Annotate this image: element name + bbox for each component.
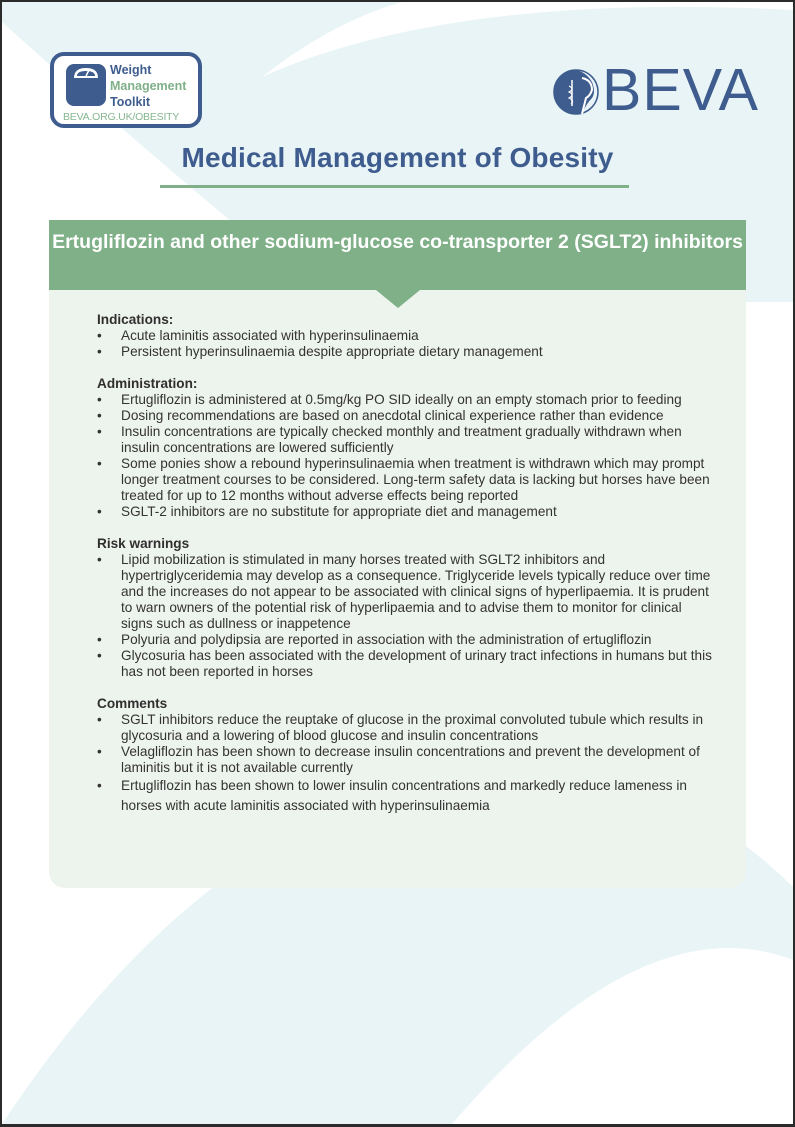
- bullet-list: [97, 392, 717, 520]
- list-item: • Velagliflozin has been shown to decrease insulin concentrations and prevent the development of laminitis but it is not available currently: [97, 744, 717, 776]
- toolkit-title-line2: Management: [110, 79, 187, 93]
- toolkit-url: BEVA.ORG.UK/OBESITY: [63, 111, 180, 123]
- section-risk-warnings: [97, 536, 717, 680]
- list-item: • Lipid mobilization is stimulated in many horses treated with SGLT2 inhibitors and hypertriglyceridemia may develop as a consequence. Triglyceride levels typically reduce over time and the increases do not appear to be associated with clinical signs of hyperlipaemia. It is prudent to warn owners of the potential risk of hyperlipaemia and to advise them to monitor for clinical signs such as dullness or inappetence: [97, 552, 717, 632]
- title-underline: [160, 185, 629, 188]
- list-item: • Dosing recommendations are based on anecdotal clinical experience rather than evidence: [97, 408, 717, 424]
- section-heading: Administration:: [97, 376, 198, 391]
- section-heading: Indications:: [97, 312, 174, 327]
- toolkit-title-line1: Weight: [110, 63, 152, 77]
- bullet-list: [97, 552, 717, 680]
- list-item: • Ertugliflozin is administered at 0.5mg/kg PO SID ideally on an empty stomach prior to feeding: [97, 392, 717, 408]
- toolkit-title-line3: Toolkit: [110, 95, 151, 109]
- document-page: [2, 2, 793, 1124]
- card-title: Ertugliflozin and other sodium-glucose co-transporter 2 (SGLT2) inhibitors: [49, 220, 746, 290]
- drug-info-card: [49, 220, 746, 888]
- beva-wordmark: BEVA: [602, 57, 760, 123]
- list-item: • Ertugliflozin has been shown to lower insulin concentrations and markedly reduce lameness in horses with acute laminitis associated with hyperinsulinaemia: [97, 776, 717, 816]
- bullet-list: [97, 712, 717, 816]
- list-item: • SGLT-2 inhibitors are no substitute for appropriate diet and management: [97, 504, 717, 520]
- list-item: • Some ponies show a rebound hyperinsulinaemia when treatment is withdrawn which may prompt longer treatment courses to be considered. Long-term safety data is lacking but horses have been treated for up to 12 months without adverse effects being reported: [97, 456, 717, 504]
- page-title: Medical Management of Obesity: [181, 142, 614, 173]
- horse-head-caduceus-icon: [552, 68, 600, 116]
- list-item: • SGLT inhibitors reduce the reuptake of glucose in the proximal convoluted tubule which results in glycosuria and a lowering of blood glucose and insulin concentrations: [97, 712, 717, 744]
- list-item: • Glycosuria has been associated with the development of urinary tract infections in humans but this has not been reported in horses: [97, 648, 717, 680]
- toolkit-title: [110, 62, 186, 110]
- bullet-list: [97, 328, 717, 360]
- list-item: • Insulin concentrations are typically checked monthly and treatment gradually withdrawn when insulin concentrations are lowered sufficiently: [97, 424, 717, 456]
- beva-logo: [552, 57, 767, 123]
- section-comments: [97, 696, 717, 816]
- card-body: [97, 312, 717, 832]
- list-item: • Polyuria and polydipsia are reported in association with the administration of ertugliflozin: [97, 632, 717, 648]
- list-item: • Acute laminitis associated with hyperinsulinaemia: [97, 328, 717, 344]
- bathroom-scale-icon: [64, 62, 108, 108]
- card-header-pointer: [376, 290, 420, 308]
- section-heading: Comments: [97, 696, 168, 711]
- section-heading: Risk warnings: [97, 536, 190, 551]
- weight-management-toolkit-logo: [50, 52, 202, 128]
- list-item: • Persistent hyperinsulinaemia despite appropriate dietary management: [97, 344, 717, 360]
- section-administration: [97, 376, 717, 520]
- section-indications: [97, 312, 717, 360]
